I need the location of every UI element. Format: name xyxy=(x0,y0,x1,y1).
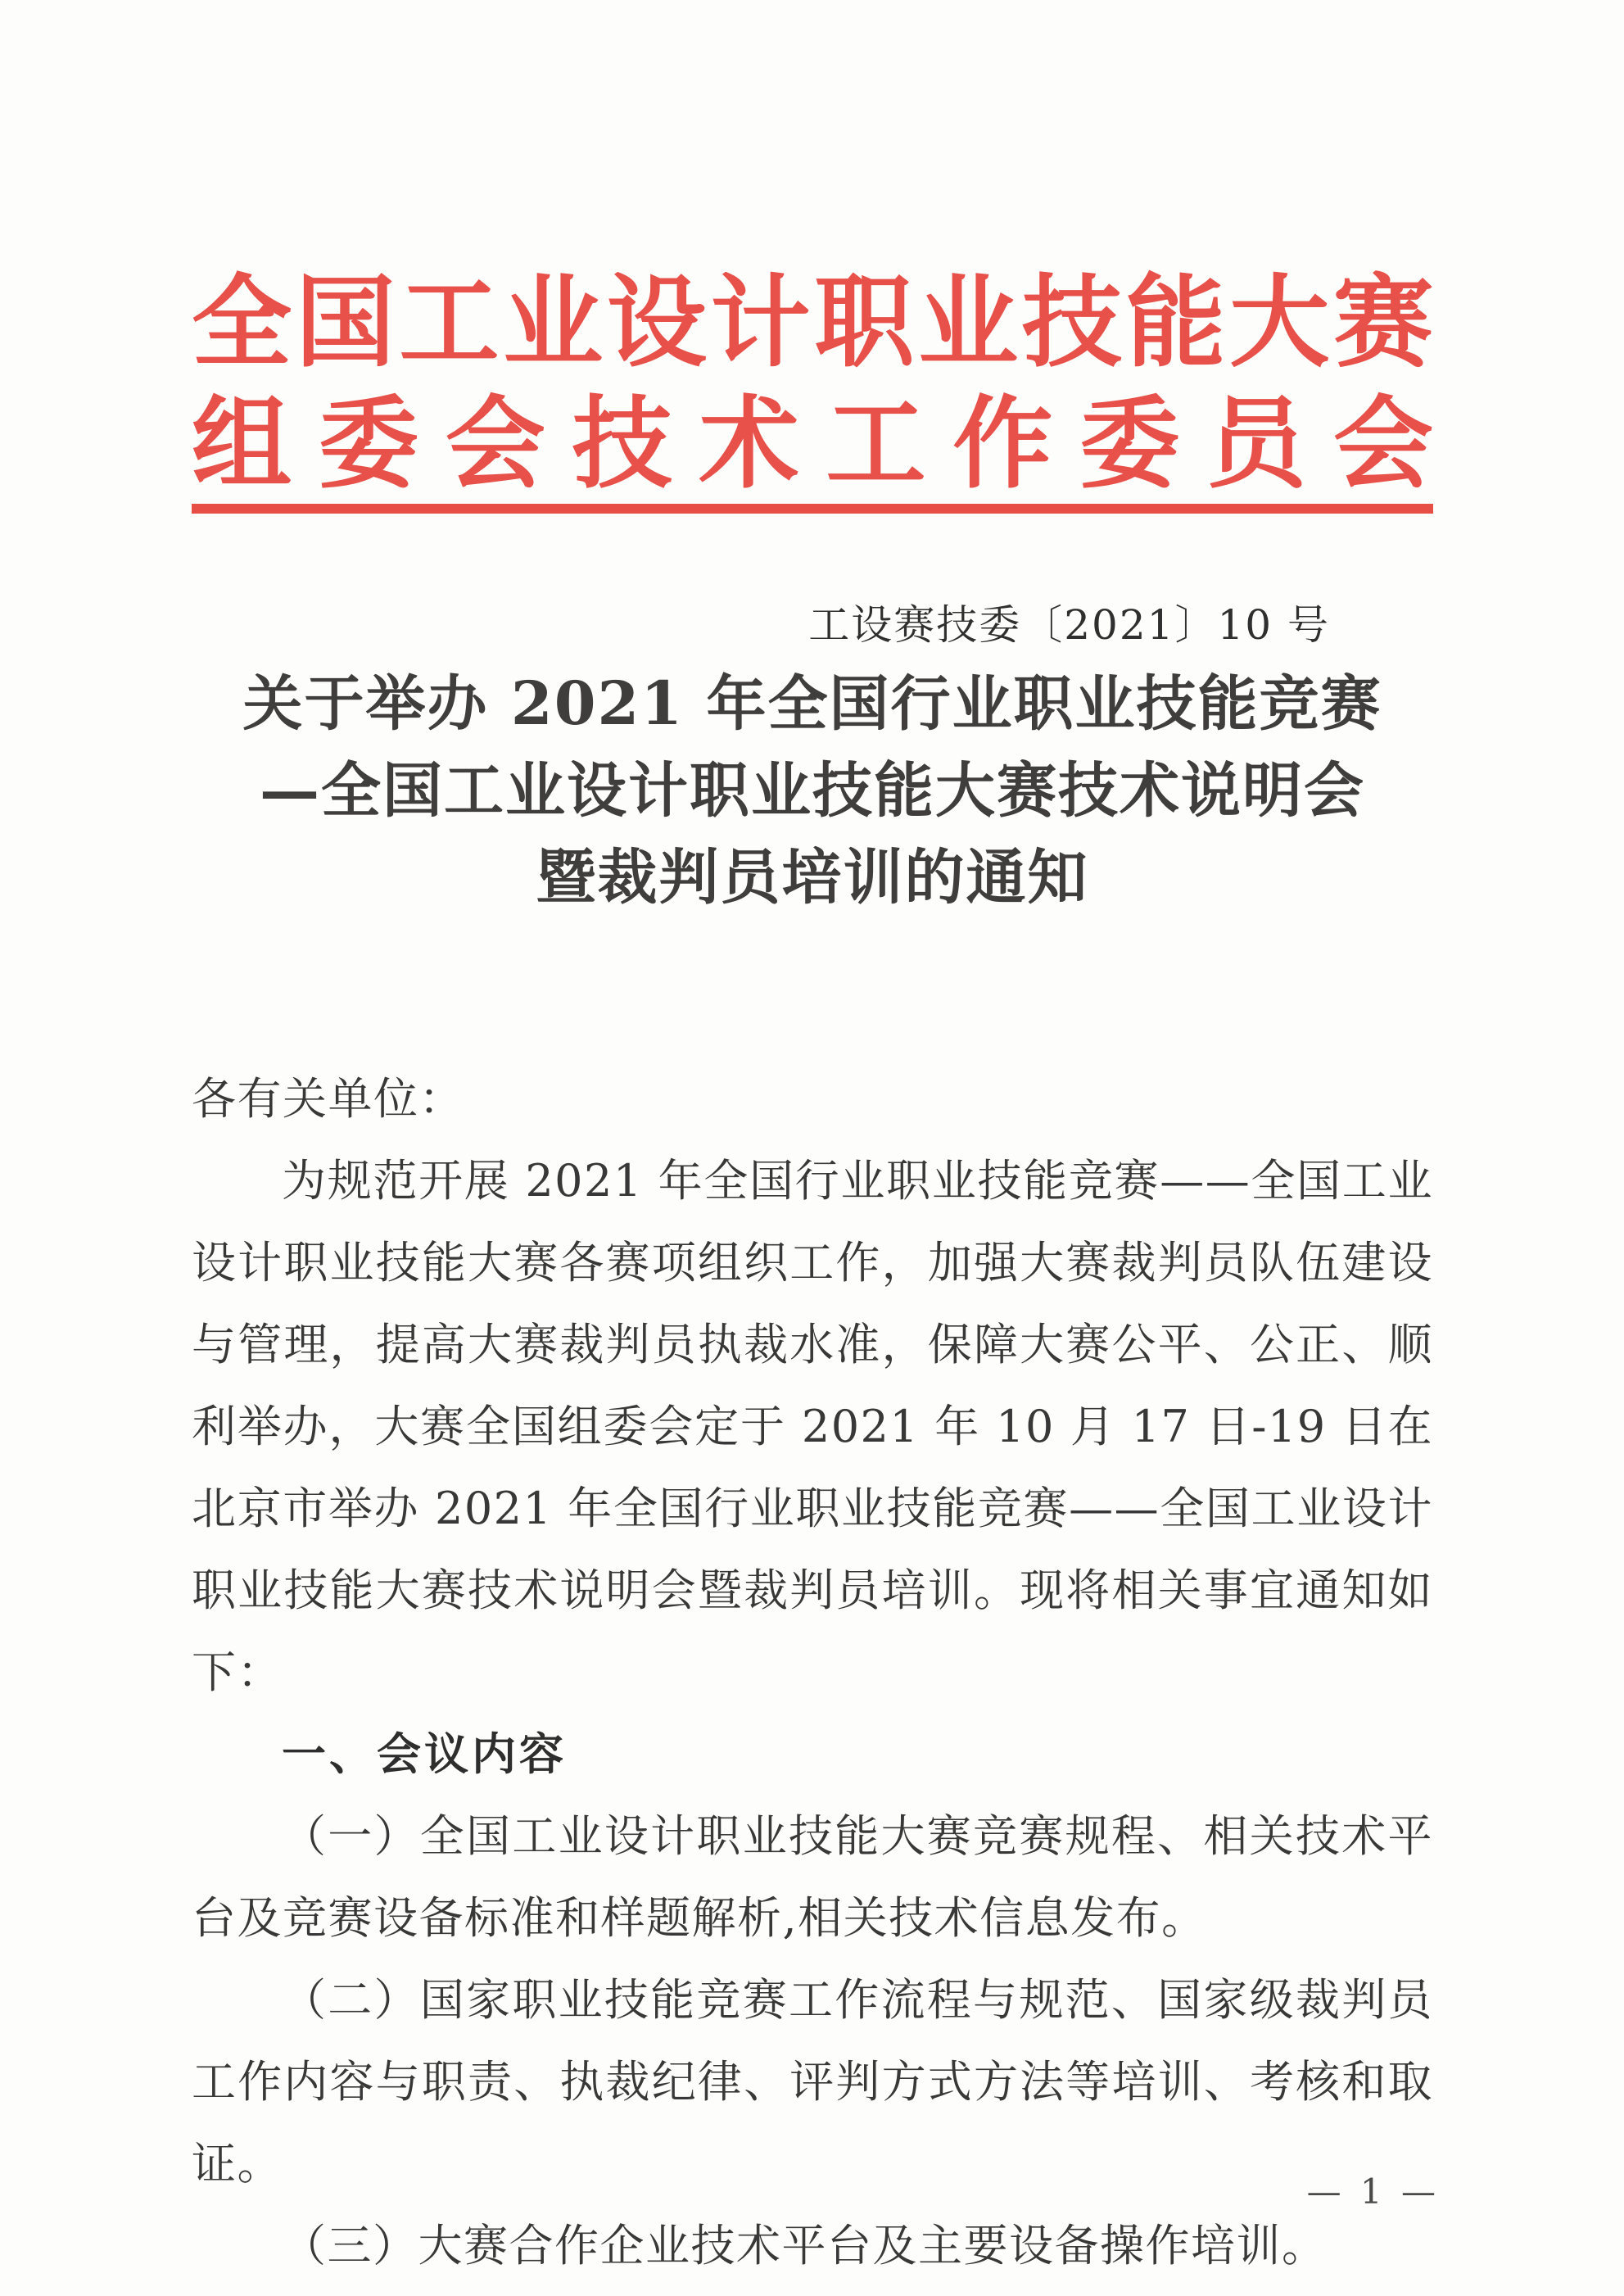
section-heading-meeting-content: 一、会议内容 xyxy=(282,1728,567,1780)
letterhead xyxy=(192,261,1433,514)
notice-title xyxy=(192,660,1433,921)
notice-title-line-2: —全国工业设计职业技能大赛技术说明会 xyxy=(260,755,1365,826)
notice-body xyxy=(192,1058,1433,2287)
salutation: 各有关单位： xyxy=(192,1073,464,1125)
intro-paragraph: 为规范开展 2021 年全国行业职业技能竞赛——全国工业设计职业技能大赛各赛项组织工作，加强大赛裁判员队伍建设与管理，提高大赛裁判员执裁水准，保障大赛公平、公正、顺利举办，大赛全国组委会定于 2021 年 10 月 17 日-19 日在北京市举办 2021 年全国行业职业技能竞赛——全国工业设计职业技能大赛技术说明会暨裁判员培训。现将相关事宜通知如下： xyxy=(192,1155,1433,1698)
document-content xyxy=(192,0,1433,2287)
notice-title-line-3: 暨裁判员培训的通知 xyxy=(536,842,1089,913)
meeting-item-1: （一）全国工业设计职业技能大赛竞赛规程、相关技术平台及竞赛设备标准和样题解析,相关技术信息发布。 xyxy=(192,1810,1433,1944)
letterhead-divider xyxy=(192,504,1433,514)
page-number: — 1 — xyxy=(1306,2171,1440,2212)
document-number: 工设赛技委〔2021〕10 号 xyxy=(808,601,1330,649)
meeting-item-2: （二）国家职业技能竞赛工作流程与规范、国家级裁判员工作内容与职责、执裁纪律、评判方式方法等培训、考核和取证。 xyxy=(192,1974,1433,2190)
letterhead-line-1: 全国工业设计职业技能大赛 xyxy=(192,263,1433,381)
meeting-item-3: （三）大赛合作企业技术平台及主要设备操作培训。 xyxy=(282,2220,1328,2271)
notice-title-line-1: 关于举办 2021 年全国行业职业技能竞赛 xyxy=(242,668,1382,739)
letterhead-line-2: 组委会技术工作委员会 xyxy=(192,384,1433,502)
